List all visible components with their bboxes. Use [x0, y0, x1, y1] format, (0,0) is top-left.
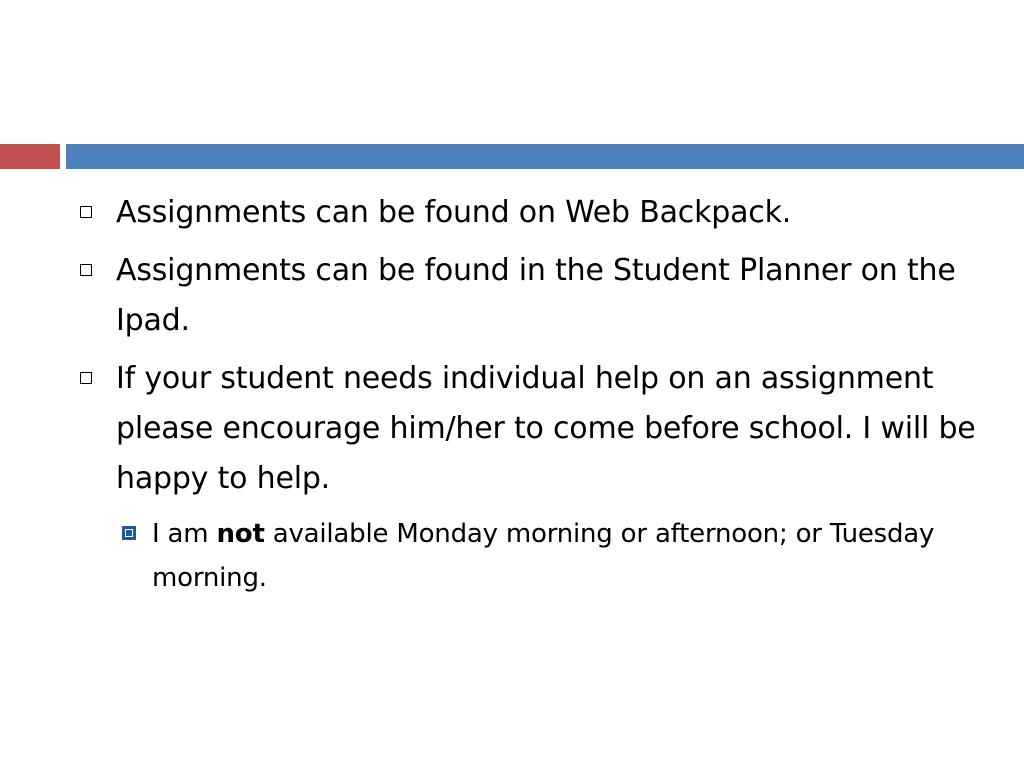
square-bullet-icon	[80, 372, 92, 384]
bullet-list	[80, 188, 980, 600]
sub-bullet-prefix: I am	[152, 519, 217, 549]
bullet-item-individual-help	[80, 354, 980, 504]
bullet-item-web-backpack	[80, 188, 980, 238]
sub-bullet-emphasis: not	[216, 519, 265, 549]
bullet-text: Assignments can be found on Web Backpack.	[116, 195, 792, 230]
bullet-text: Assignments can be found in the Student Planner on the Ipad.	[116, 253, 956, 338]
sub-bullet-availability	[116, 512, 980, 600]
square-bullet-icon	[80, 206, 92, 218]
bullet-item-student-planner	[80, 246, 980, 346]
filled-square-bullet-icon	[122, 526, 136, 540]
sub-bullet-suffix: available Monday morning or afternoon; or Tuesday morning.	[152, 519, 935, 593]
accent-bar-red	[0, 144, 60, 169]
square-bullet-icon	[80, 264, 92, 276]
bullet-text: If your student needs individual help on an assignment please encourage him/her to come before school. I will be happy to help.	[116, 361, 976, 496]
accent-bar-blue	[66, 144, 1024, 169]
